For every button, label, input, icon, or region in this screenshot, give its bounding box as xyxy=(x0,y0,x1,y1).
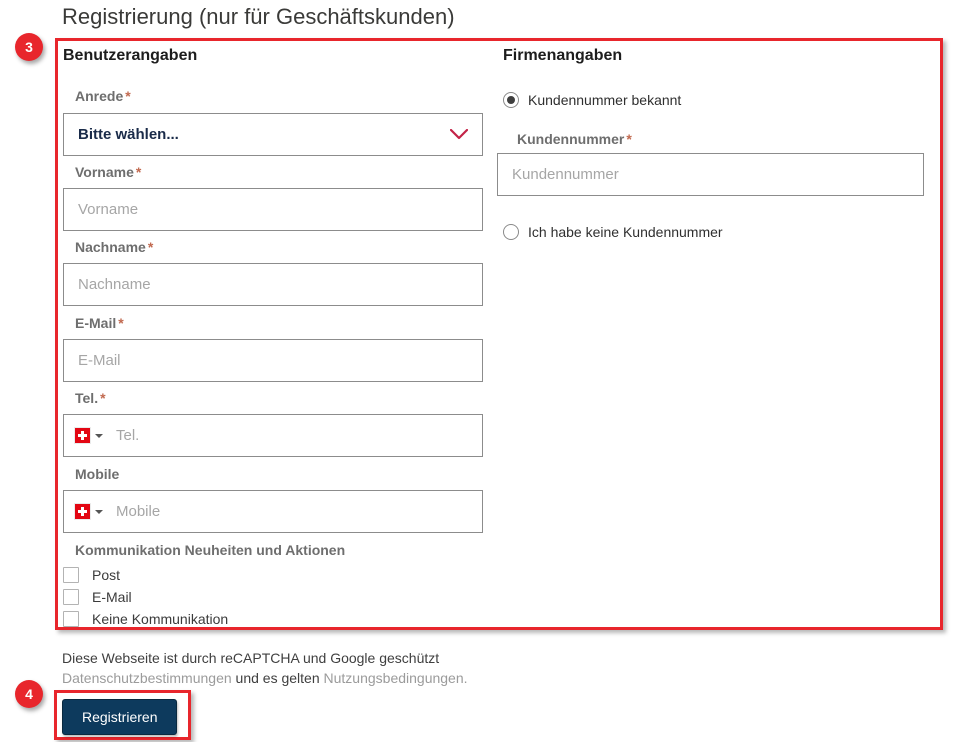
post-checkbox[interactable] xyxy=(63,567,79,583)
tel-label: Tel. * xyxy=(75,390,106,406)
nachname-label: Nachname * xyxy=(75,239,154,255)
required-asterisk: * xyxy=(118,315,124,331)
privacy-link[interactable]: Datenschutzbestimmungen xyxy=(62,670,232,686)
keine-kommunikation-checkbox[interactable] xyxy=(63,611,79,627)
nachname-input[interactable] xyxy=(63,263,483,306)
vorname-input[interactable] xyxy=(63,188,483,231)
recaptcha-line1: Diese Webseite ist durch reCAPTCHA und Google geschützt xyxy=(62,650,440,666)
required-asterisk: * xyxy=(626,131,632,147)
company-section-heading: Firmenangaben xyxy=(503,47,623,64)
email-checkbox[interactable] xyxy=(63,589,79,605)
required-asterisk: * xyxy=(125,88,131,104)
register-button[interactable]: Registrieren xyxy=(62,699,177,735)
page-title: Registrierung (nur für Geschäftskunden) xyxy=(62,4,455,29)
email-input[interactable] xyxy=(63,339,483,382)
terms-link[interactable]: Nutzungsbedingungen. xyxy=(323,670,468,686)
checkbox-row-post[interactable] xyxy=(63,566,120,584)
anrede-label: Anrede * xyxy=(75,88,131,104)
communication-label: Kommunikation Neuheiten und Aktionen xyxy=(75,542,346,558)
required-asterisk: * xyxy=(147,239,154,255)
email-checkbox-label: E-Mail xyxy=(92,589,132,605)
mobile-input[interactable] xyxy=(63,490,483,533)
chevron-down-icon xyxy=(450,129,468,140)
user-section-heading: Benutzerangaben xyxy=(63,47,198,64)
kundennummer-label: Kundennummer * xyxy=(517,131,632,147)
checkbox-row-keine-kommunikation[interactable] xyxy=(63,610,228,628)
mobile-label: Mobile xyxy=(75,466,120,482)
checkbox-row-email[interactable] xyxy=(63,588,132,606)
anrede-select[interactable] xyxy=(63,113,483,156)
radio-row-keine-kundennummer[interactable] xyxy=(503,224,723,240)
required-asterisk: * xyxy=(135,164,142,180)
email-label: E-Mail * xyxy=(75,315,124,331)
anrede-select-value: Bitte wählen... xyxy=(78,126,179,143)
keine-kommunikation-checkbox-label: Keine Kommunikation xyxy=(92,611,229,627)
kundennummer-bekannt-label: Kundennummer bekannt xyxy=(528,92,682,108)
kundennummer-bekannt-radio[interactable] xyxy=(503,92,519,108)
radio-row-kundennummer-bekannt[interactable] xyxy=(503,92,681,108)
post-checkbox-label: Post xyxy=(92,567,121,583)
keine-kundennummer-radio[interactable] xyxy=(503,224,519,240)
recaptcha-notice xyxy=(62,648,468,688)
keine-kundennummer-label: Ich habe keine Kundennummer xyxy=(528,224,723,240)
form-annotation-box xyxy=(55,38,943,630)
vorname-label: Vorname * xyxy=(75,164,142,180)
tel-input[interactable] xyxy=(63,414,483,457)
annotation-step-4-badge: 4 xyxy=(15,680,43,708)
kundennummer-input[interactable] xyxy=(497,153,924,196)
annotation-step-3-badge: 3 xyxy=(15,33,43,61)
recaptcha-between-text: und es gelten xyxy=(231,670,324,686)
required-asterisk: * xyxy=(100,390,106,406)
